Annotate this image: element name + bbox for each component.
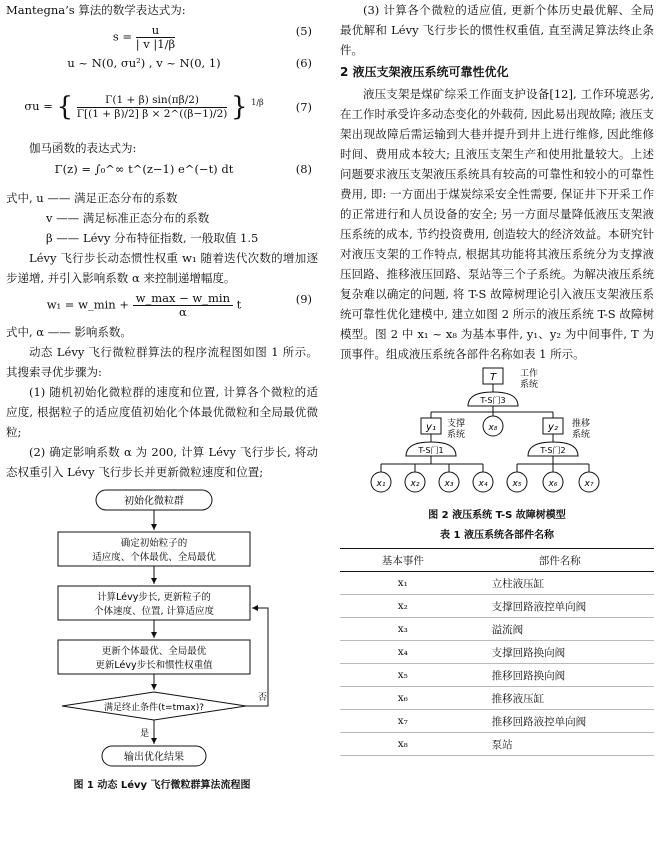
symbol-definitions — [6, 188, 318, 248]
table-cell-event: x₇ — [340, 710, 466, 733]
eq7-lhs: σu = — [24, 99, 53, 113]
step-3: (3) 计算各个微粒的适应值, 更新个体历史最优解、全局最优解和 Lévy 飞行步长的惯性权重值, 直至满足算法终止条件。 — [340, 3, 654, 57]
table-cell-component: 立柱液压缸 — [466, 572, 654, 595]
eq6-text: u ~ N(0, σu²) , v ~ N(0, 1) — [67, 56, 221, 70]
y2-desc-1: 推移 — [572, 419, 591, 429]
table-cell-event: x₁ — [340, 572, 466, 595]
x2-label: x₂ — [410, 479, 420, 489]
flow-box-2-line-2: 个体速度、位置, 计算适应度 — [93, 606, 215, 617]
equation-6 — [6, 52, 318, 78]
eq5-number: (5) — [295, 24, 312, 38]
gate-ts3-label: T-S门3 — [480, 396, 506, 405]
hydraulic-paragraph: 液压支架是煤矿综采工作面支护设备[12], 工作环境恶劣, 在工作时承受许多动态变化的外载荷, 因此易出现故障; 液压支架出现故障后需运输到大巷并提升到井上进行维修, 因此维修时间、费用成本较大; 且液压支架生产和使用批量较大。上述问题要求液压支架液压系统具有较高的可靠性和较小的可靠性费用, 即: 一方面出于煤炭综采安全性需要, 保证井下开采工作的正常进行和人员设备的安全; 另一方面尽量降低液压支架液压系统的成本, 节约投资费用, 创造较大的经济效益。本研究针对液压支架的工作特点, 根据其功能将其液压系统分为支撑液压回路、推移液压回路、泵站等三个子系统。为解决液压系统复杂难以确定的问题, 将 T-S 故障树理论引入液压支架液压系统可靠性优化建模中, 建立如图 2 所示的液压系统 T-S 故障树模型。图 2 中 x₁ ~ x₈ 为基本事件, y₁、y₂ 为中间事件, T 为顶事件。组成液压系统各部件名称如表 1 所示。 — [340, 87, 654, 361]
step-1: (1) 随机初始化微粒群的速度和位置, 计算各个微粒的适应度, 根据粒子的适应度值初始化个体最优微粒和全局最优微粒; — [6, 385, 318, 439]
fault-tree-figure-2 — [340, 366, 654, 522]
flow-box-1-line-1: 确定初始粒子的 — [120, 538, 188, 549]
equation-9 — [6, 288, 318, 322]
x4-label: x₄ — [478, 479, 488, 489]
eq7-denominator: Γ[(1 + β)/2] β × 2^((β−1)/2) — [76, 107, 228, 120]
def-v: v —— 满足标准正态分布的系数 — [46, 211, 210, 225]
gamma-intro: 伽马函数的表达式为: — [29, 141, 137, 155]
top-event-desc-2: 系统 — [520, 380, 539, 390]
equation-7: σu = { $\frac{\Gamma(1 + \beta) \sin(\pi\beta/2)}{\Gamma[(1 + \beta)/2] \beta \times 2\^{}((\beta-1)/2)}$ } $^{1/\beta}$ (7) — [24, 92, 312, 122]
flow-box-3-line-1: 更新个体最优、全局最优 — [101, 646, 207, 657]
table-cell-event: x₅ — [340, 664, 466, 687]
flow-box-1-line-2: 适应度、个体最优、全局最优 — [92, 552, 216, 563]
table-cell-component: 推移回路液控单向阀 — [466, 710, 654, 733]
step-2: (2) 确定影响系数 α 为 200, 计算 Lévy 飞行步长, 将动态权重引入 Lévy 飞行步长并更新微粒速度和位置; — [6, 445, 318, 479]
eq7-number: (7) — [295, 100, 312, 114]
table-row — [340, 572, 654, 595]
table-cell-component: 推移液压缸 — [466, 687, 654, 710]
top-event-label: T — [489, 372, 497, 383]
eq5-lhs: s = — [112, 29, 133, 44]
def-u: 式中, u —— 满足正态分布的系数 — [6, 191, 178, 205]
eq5-numerator: u — [136, 24, 175, 38]
flowchart-figure-1 — [6, 488, 318, 778]
x5-label: x₅ — [512, 479, 522, 489]
table-cell-event: x₃ — [340, 618, 466, 641]
eq9-numerator: w_max − w_min — [133, 292, 233, 306]
flow-end-text: 输出优化结果 — [124, 752, 184, 763]
left-column — [6, 0, 318, 794]
figure-1-caption: 图 1 动态 Lévy 飞行微粒群算法流程图 — [73, 780, 251, 791]
y1-label: y₁ — [426, 422, 436, 433]
table-cell-event: x₆ — [340, 687, 466, 710]
table-header-event: 基本事件 — [340, 549, 466, 572]
table-cell-component: 溢流阀 — [466, 618, 654, 641]
components-table — [340, 548, 654, 756]
top-event-desc-1: 工作 — [520, 369, 539, 379]
y1-desc-1: 支撑 — [447, 419, 466, 429]
flow-loop-arrow — [246, 608, 268, 706]
equation-8 — [6, 158, 318, 188]
section-2-title: 2 液压支架液压系统可靠性优化 — [340, 65, 509, 79]
x1-label: x₁ — [376, 479, 386, 489]
table-row — [340, 641, 654, 664]
y2-label: y₂ — [548, 422, 558, 433]
table-row — [340, 733, 654, 756]
table-row — [340, 710, 654, 733]
x8-label: x₈ — [488, 423, 498, 433]
x3-label: x₃ — [444, 479, 454, 489]
x6-label: x₆ — [548, 479, 558, 489]
flow-start-text: 初始化微粒群 — [124, 496, 184, 507]
eq8-number: (8) — [295, 162, 312, 176]
figure-2-caption: 图 2 液压系统 T-S 故障树模型 — [428, 510, 566, 521]
table-cell-event: x₄ — [340, 641, 466, 664]
eq8-text: Γ(z) = ∫₀^∞ t^(z−1) e^(−t) dt — [54, 162, 234, 176]
table-row — [340, 618, 654, 641]
flow-intro: 动态 Lévy 飞行微粒群算法的程序流程图如图 1 所示。其搜索寻优步骤为: — [6, 345, 318, 379]
x7-label: x₇ — [584, 479, 594, 489]
eq9-rhs: t — [236, 297, 242, 312]
eq9-number: (9) — [295, 292, 312, 306]
table-row — [340, 595, 654, 618]
table-cell-component: 推移回路换向阀 — [466, 664, 654, 687]
table-header-row — [340, 549, 654, 572]
table-1-caption: 表 1 液压系统各部件名称 — [440, 530, 554, 541]
table-cell-component: 支撑回路换向阀 — [466, 641, 654, 664]
table-row — [340, 687, 654, 710]
def-beta: β —— Lévy 分布特征指数, 一般取值 1.5 — [46, 231, 259, 245]
y1-desc-2: 系统 — [447, 430, 466, 440]
eq7-numerator: Γ(1 + β) sin(πβ/2) — [77, 94, 228, 108]
table-row — [340, 664, 654, 687]
right-column — [340, 0, 654, 756]
eq9-lhs: w₁ = w_min + — [46, 297, 129, 312]
table-cell-event: x₈ — [340, 733, 466, 756]
y2-desc-2: 系统 — [572, 430, 591, 440]
table-cell-component: 泵站 — [466, 733, 654, 756]
table-header-component: 部件名称 — [466, 549, 654, 572]
eq6-number: (6) — [295, 56, 312, 70]
alpha-definition: 式中, α —— 影响系数。 — [6, 325, 132, 339]
weight-paragraph: Lévy 飞行步长动态惯性权重 w₁ 随着迭代次数的增加逐步递增, 并引入影响系数 α 来控制递增幅度。 — [6, 251, 318, 285]
gate-ts1-label: T-S门1 — [418, 446, 444, 455]
flow-box-2-line-1: 计算Lévy步长, 更新粒子的 — [97, 592, 211, 603]
mantegna-intro: Mantegna’s 算法的数学表达式为: — [6, 3, 186, 17]
equation-5 — [6, 20, 318, 52]
gate-ts2-label: T-S门2 — [540, 446, 566, 455]
table-cell-event: x₂ — [340, 595, 466, 618]
table-cell-component: 支撑回路液控单向阀 — [466, 595, 654, 618]
flow-no-label: 否 — [258, 693, 268, 703]
flow-yes-label: 是 — [140, 729, 150, 739]
eq9-denominator: α — [178, 305, 187, 319]
eq7-power: 1/β — [251, 98, 264, 108]
flow-box-3-line-2: 更新Lévy步长和惯性权重值 — [95, 660, 213, 671]
eq5-denominator: | v |1/β — [135, 37, 176, 51]
flow-decision-text: 满足终止条件(t=tmax)? — [103, 703, 205, 713]
